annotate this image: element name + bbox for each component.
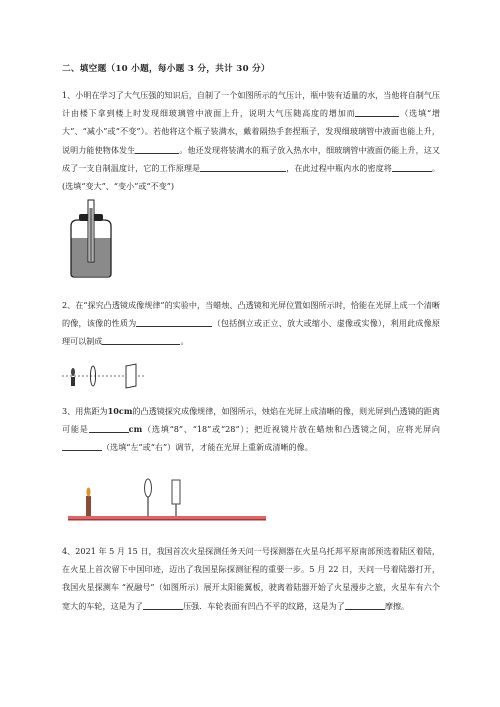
barometer-bottle-figure <box>66 198 116 278</box>
light-screen-icon <box>172 480 180 504</box>
answer-blank[interactable] <box>143 599 183 610</box>
candle-icon <box>86 496 91 516</box>
question-number: 3、 <box>62 406 76 416</box>
question-text: ，在此过程中瓶内水的密度将 <box>286 162 392 173</box>
light-screen-icon <box>126 364 136 388</box>
answer-blank[interactable] <box>392 161 432 172</box>
question-text: （选填“8”、“18”或“28”）；把近视镜片放在蜡烛和凸透镜之间，应将光屏向 <box>142 424 440 435</box>
question-text: 的凸透镜探究成像规律，如图所示，烛焰在光屏上成清晰的像，则光屏到凸透镜的距离可能是 <box>62 406 440 435</box>
question-2 <box>62 296 440 351</box>
candle-icon <box>71 377 75 386</box>
question-text: 2021 年 5 月 15 日，我国首次火星探测任务天问一号探测器在火星乌托邦平原南部预选着陆区着陆，在火星上首次留下中国印迹，迈出了我国星际探测征程的重要一步。5 月 22 日，天问一号着陆器打开，我国火星探测车 “祝融号”（如图所示）展开太阳能翼板，驶离着陆器开始了火星漫步之旅，火星车有六个宽大的车轮，这是为了 <box>62 546 440 611</box>
question-text: （包括倒立或正立、放大或缩小、虚像或实像），利用此成像原理可以制成 <box>62 318 440 347</box>
answer-blank[interactable] <box>200 161 286 172</box>
question-text: 。(选填“变大”、“变小”或“不变”) <box>62 162 440 192</box>
question-text: （选填“增大”、“减小”或“不变”）。若他将这个瓶子装满水，戴着隔热手套捏瓶子，发现细玻璃管中液面也能上升，说明力能使物体发生 <box>62 108 440 155</box>
unit-label: cm <box>128 424 143 435</box>
section-title: 二、填空题（10 小题，每小题 3 分，共计 30 分） <box>62 64 270 74</box>
flame-icon <box>87 488 91 497</box>
question-text: 摩擦。 <box>384 600 410 611</box>
answer-blank[interactable] <box>345 599 385 610</box>
question-text: 小明在学习了大气压强的知识后，自制了一个如图所示的气压计，瓶中装有适量的水，当他将自制气压计由楼下拿到楼上时发现细玻璃管中液面上升，说明大气压随高度的增加而 <box>62 90 440 119</box>
question-text: 在“探究凸透镜成像规律”的实验中，当蜡烛、凸透镜和光屏位置如图所示时，恰能在光屏上成一个清晰的像，该像的性质为 <box>62 300 440 329</box>
answer-blank[interactable] <box>102 334 180 345</box>
convex-lens-icon <box>145 479 152 497</box>
lens-setup-figure <box>62 360 146 392</box>
answer-blank[interactable] <box>355 106 399 117</box>
answer-blank[interactable] <box>135 143 179 154</box>
question-number: 4、 <box>62 546 76 556</box>
question-text: 压强．车轮表面有凹凸不平的纹路，这是为了 <box>182 600 345 611</box>
answer-blank[interactable] <box>136 316 212 327</box>
question-number: 1、 <box>62 90 76 100</box>
question-number: 2、 <box>62 300 76 310</box>
answer-blank[interactable] <box>89 422 129 433</box>
question-text: 。 <box>180 336 189 347</box>
answer-blank[interactable] <box>62 440 102 451</box>
focal-length-value: 10cm <box>107 406 133 416</box>
question-1 <box>62 86 440 195</box>
question-3 <box>62 402 440 457</box>
tube-liquid <box>89 208 92 262</box>
question-text: 用焦距为 <box>75 406 108 416</box>
question-4 <box>62 542 440 615</box>
optical-bench-figure <box>68 474 268 526</box>
question-text: 。他还发现将装满水的瓶子放入热水中，细玻璃管中液面仍能上升，这又成了一支自制温度计，它的工作原理是 <box>62 144 440 173</box>
question-text: （选填“左”或“右”）调节，才能在光屏上重新成清晰的像。 <box>102 442 313 453</box>
flame-icon <box>71 368 75 376</box>
